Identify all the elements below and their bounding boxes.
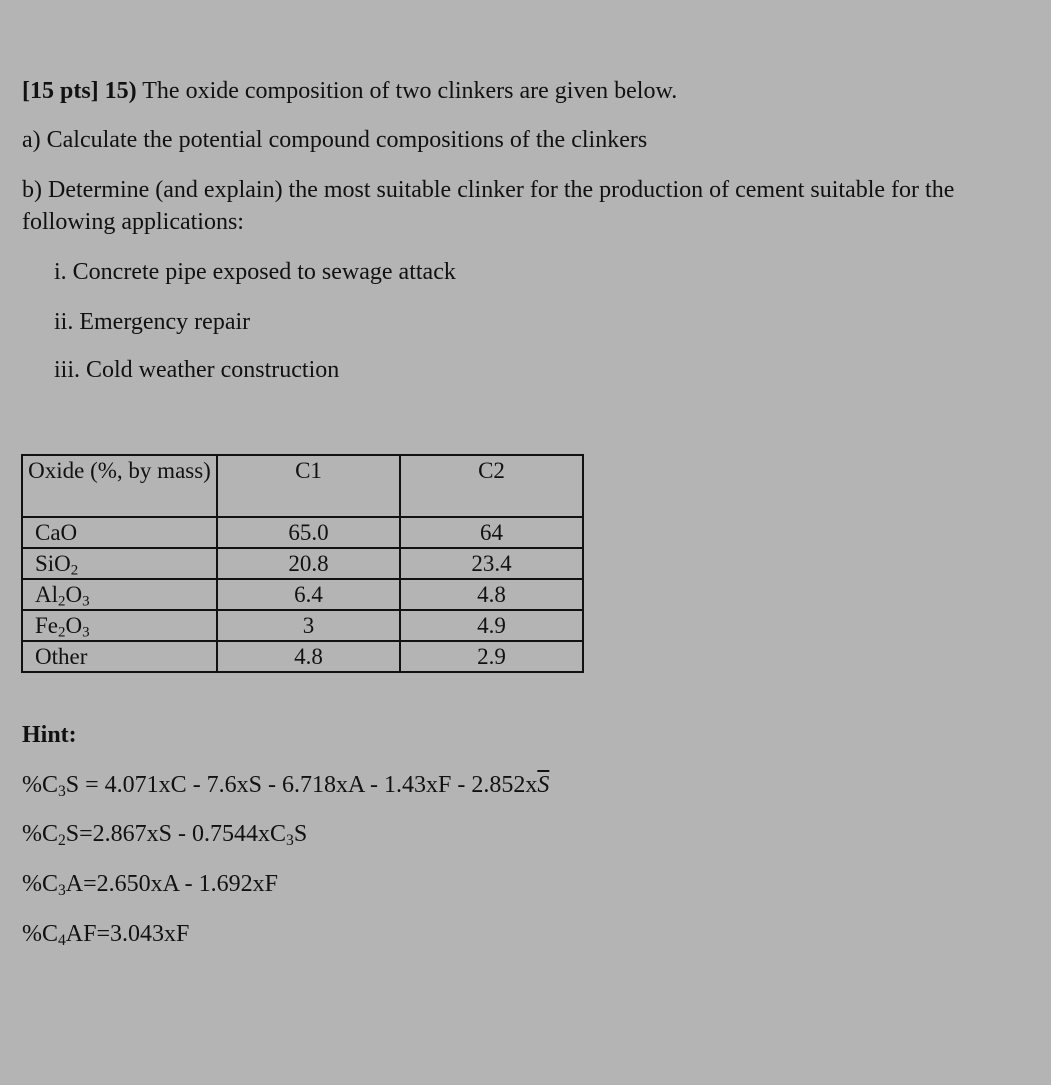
formula-c4af: $\%C_4AF=3.043xF$ (22, 921, 190, 949)
oxide-table (21, 454, 584, 673)
formula-c2s: $\%C_2S=2.867xS - 0.7544xC_3S$ (22, 821, 308, 849)
oxide-name: Other (22, 641, 217, 672)
table-header-row (22, 455, 583, 517)
c1-value: 3 (217, 610, 400, 641)
part-b: b) Determine (and explain) the most suitable clinker for the production of cement suitable for the following applications: (22, 177, 955, 235)
header-c2: C2 (400, 455, 583, 517)
application-1: i. Concrete pipe exposed to sewage attack (54, 259, 456, 285)
c1-value: 4.8 (217, 641, 400, 672)
oxide-name: $Fe_2O_3$ (22, 610, 217, 641)
oxide-name: SiO$_2$ (22, 548, 217, 579)
c2-value: 4.9 (400, 610, 583, 641)
table-row (22, 548, 583, 579)
question-points: [15 pts] (22, 78, 99, 104)
question-number: 15) (104, 78, 137, 104)
header-c1: C1 (217, 455, 400, 517)
formula-c3s: $\%C_3S = 4.071xC - 7.6xS - 6.718xA - 1.43xF - 2.852x\overline{S}$ (22, 772, 550, 800)
question-stem: The oxide composition of two clinkers are given below. (142, 78, 678, 104)
table-row (22, 610, 583, 641)
question-header (22, 75, 677, 107)
c2-value: 4.8 (400, 579, 583, 610)
c1-value: 6.4 (217, 579, 400, 610)
table-row (22, 641, 583, 672)
oxide-name: $Al_2O_3$ (22, 579, 217, 610)
c2-value: 2.9 (400, 641, 583, 672)
part-a: a) Calculate the potential compound compositions of the clinkers (22, 127, 648, 153)
header-oxide: Oxide (%, by mass) (22, 455, 217, 517)
c1-value: 20.8 (217, 548, 400, 579)
hint-title-text: Hint: (22, 722, 77, 748)
application-2: ii. Emergency repair (54, 309, 251, 335)
c2-value: 23.4 (400, 548, 583, 579)
oxide-name: CaO (22, 517, 217, 548)
formula-c3a: $\%C_3A=2.650xA - 1.692xF$ (22, 871, 279, 899)
hint-title (22, 719, 77, 751)
c2-value: 64 (400, 517, 583, 548)
application-3: iii. Cold weather construction (54, 357, 340, 383)
table-row (22, 517, 583, 548)
c1-value: 65.0 (217, 517, 400, 548)
table-row (22, 579, 583, 610)
